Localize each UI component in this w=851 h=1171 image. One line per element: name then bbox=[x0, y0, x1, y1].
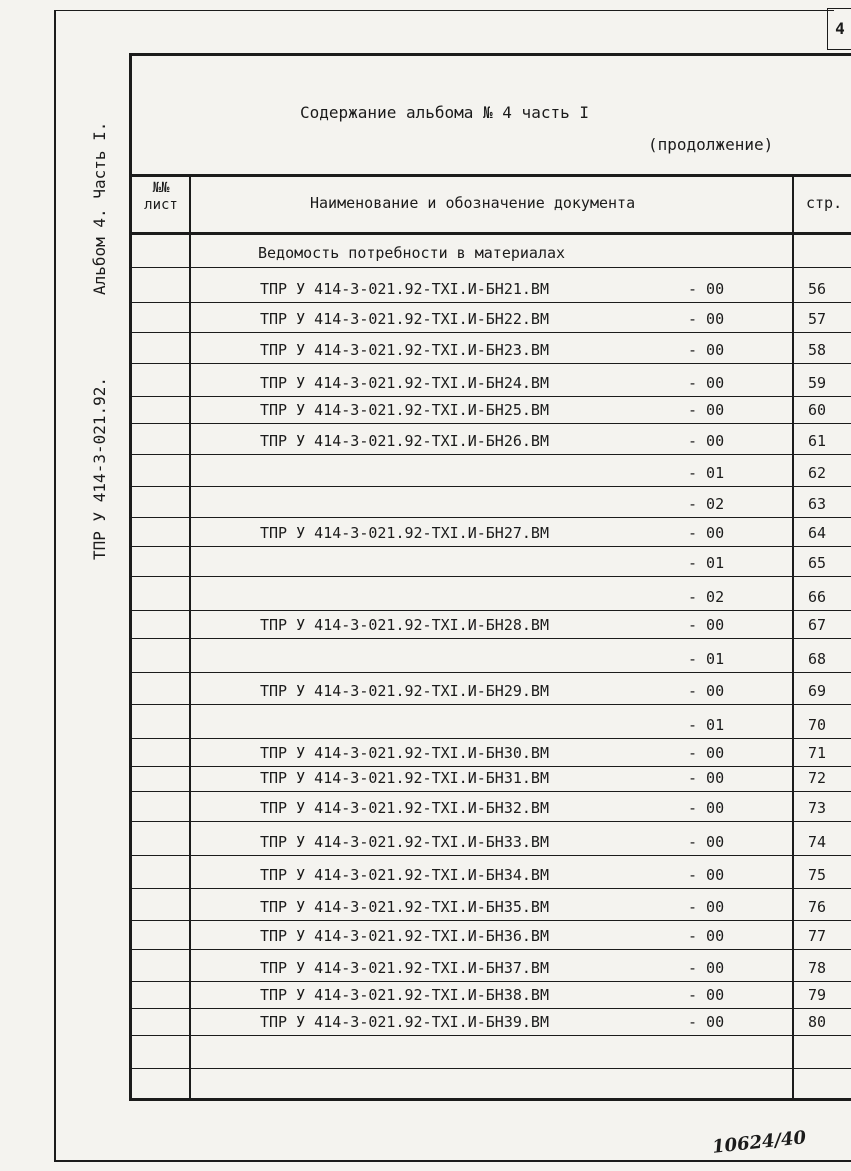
row-divider bbox=[129, 766, 851, 767]
document-designation: ТПР У 414-3-021.92-ТХI.И-БН27.ВМ bbox=[260, 524, 549, 542]
row-divider bbox=[129, 267, 851, 268]
row-divider bbox=[129, 610, 851, 611]
page-ref: 77 bbox=[808, 927, 827, 945]
row-divider bbox=[129, 1008, 851, 1009]
page-ref: 74 bbox=[808, 833, 827, 851]
row-divider bbox=[129, 363, 851, 364]
page-ref: 70 bbox=[808, 716, 827, 734]
document-designation: ТПР У 414-3-021.92-ТХI.И-БН24.ВМ bbox=[260, 374, 549, 392]
document-designation: ТПР У 414-3-021.92-ТХI.И-БН31.ВМ bbox=[260, 769, 549, 787]
page-ref: 64 bbox=[808, 524, 827, 542]
row-divider bbox=[129, 546, 851, 547]
document-revision: - 00 bbox=[688, 927, 725, 945]
document-revision: - 00 bbox=[688, 959, 725, 977]
page-ref: 62 bbox=[808, 464, 827, 482]
document-revision: - 01 bbox=[688, 464, 725, 482]
row-divider bbox=[129, 738, 851, 739]
page-ref: 56 bbox=[808, 280, 827, 298]
row-divider bbox=[129, 396, 851, 397]
row-divider bbox=[129, 454, 851, 455]
row-divider bbox=[129, 576, 851, 577]
top-border bbox=[54, 10, 834, 11]
document-revision: - 01 bbox=[688, 650, 725, 668]
row-divider bbox=[129, 1068, 851, 1069]
page-ref: 78 bbox=[808, 959, 827, 977]
page-ref: 72 bbox=[808, 769, 827, 787]
document-designation: ТПР У 414-3-021.92-ТХI.И-БН38.ВМ bbox=[260, 986, 549, 1004]
document-revision: - 00 bbox=[688, 769, 725, 787]
page-ref: 65 bbox=[808, 554, 827, 572]
page-ref: 68 bbox=[808, 650, 827, 668]
page-ref: 58 bbox=[808, 341, 827, 359]
row-divider bbox=[129, 920, 851, 921]
page-ref: 57 bbox=[808, 310, 827, 328]
document-revision: - 00 bbox=[688, 432, 725, 450]
page-ref: 67 bbox=[808, 616, 827, 634]
row-divider bbox=[129, 855, 851, 856]
page-ref: 63 bbox=[808, 495, 827, 513]
document-designation: ТПР У 414-3-021.92-ТХI.И-БН34.ВМ bbox=[260, 866, 549, 884]
row-divider bbox=[129, 888, 851, 889]
document-revision: - 00 bbox=[688, 616, 725, 634]
section-title: Ведомость потребности в материалах bbox=[258, 244, 566, 262]
document-revision: - 01 bbox=[688, 554, 725, 572]
row-divider bbox=[129, 332, 851, 333]
document-designation: ТПР У 414-3-021.92-ТХI.И-БН32.ВМ bbox=[260, 799, 549, 817]
row-divider bbox=[129, 302, 851, 303]
row-divider bbox=[129, 704, 851, 705]
row-divider bbox=[129, 791, 851, 792]
page-ref: 75 bbox=[808, 866, 827, 884]
document-revision: - 00 bbox=[688, 866, 725, 884]
page-ref: 69 bbox=[808, 682, 827, 700]
document-revision: - 00 bbox=[688, 280, 725, 298]
document-revision: - 00 bbox=[688, 744, 725, 762]
header-name: Наименование и обозначение документа bbox=[310, 194, 636, 212]
document-revision: - 00 bbox=[688, 986, 725, 1004]
document-revision: - 00 bbox=[688, 341, 725, 359]
document-designation: ТПР У 414-3-021.92-ТХI.И-БН21.ВМ bbox=[260, 280, 549, 298]
document-designation: ТПР У 414-3-021.92-ТХI.И-БН26.ВМ bbox=[260, 432, 549, 450]
document-revision: - 00 bbox=[688, 1013, 725, 1031]
page-ref: 59 bbox=[808, 374, 827, 392]
archive-stamp: 10624/40 bbox=[711, 1127, 808, 1158]
document-designation: ТПР У 414-3-021.92-ТХI.И-БН37.ВМ bbox=[260, 959, 549, 977]
side-caption-designation: ТПР У 414-3-021.92. bbox=[90, 376, 109, 560]
document-designation: ТПР У 414-3-021.92-ТХI.И-БН30.ВМ bbox=[260, 744, 549, 762]
document-revision: - 00 bbox=[688, 682, 725, 700]
document-designation: ТПР У 414-3-021.92-ТХI.И-БН28.ВМ bbox=[260, 616, 549, 634]
page-ref: 76 bbox=[808, 898, 827, 916]
page-ref: 60 bbox=[808, 401, 827, 419]
document-designation: ТПР У 414-3-021.92-ТХI.И-БН39.ВМ bbox=[260, 1013, 549, 1031]
row-divider bbox=[129, 981, 851, 982]
document-designation: ТПР У 414-3-021.92-ТХI.И-БН36.ВМ bbox=[260, 927, 549, 945]
document-revision: - 00 bbox=[688, 374, 725, 392]
document-designation: ТПР У 414-3-021.92-ТХI.И-БН35.ВМ bbox=[260, 898, 549, 916]
document-revision: - 00 bbox=[688, 799, 725, 817]
row-divider bbox=[129, 672, 851, 673]
row-divider bbox=[129, 486, 851, 487]
row-divider bbox=[129, 1035, 851, 1036]
page-ref: 80 bbox=[808, 1013, 827, 1031]
document-revision: - 02 bbox=[688, 495, 725, 513]
document-designation: ТПР У 414-3-021.92-ТХI.И-БН22.ВМ bbox=[260, 310, 549, 328]
page-subtitle: (продолжение) bbox=[648, 135, 774, 154]
header-page: стр. bbox=[806, 194, 843, 212]
page-ref: 61 bbox=[808, 432, 827, 450]
document-revision: - 00 bbox=[688, 310, 725, 328]
row-divider bbox=[129, 517, 851, 518]
page-ref: 73 bbox=[808, 799, 827, 817]
document-designation: ТПР У 414-3-021.92-ТХI.И-БН23.ВМ bbox=[260, 341, 549, 359]
page-ref: 71 bbox=[808, 744, 827, 762]
document-revision: - 00 bbox=[688, 833, 725, 851]
document-revision: - 01 bbox=[688, 716, 725, 734]
header-bottom-rule bbox=[129, 232, 851, 235]
header-sheet: №№ лист bbox=[144, 180, 178, 213]
page-ref: 66 bbox=[808, 588, 827, 606]
page-number: 4 bbox=[827, 8, 851, 50]
page-ref: 79 bbox=[808, 986, 827, 1004]
document-revision: - 00 bbox=[688, 401, 725, 419]
document-revision: - 00 bbox=[688, 524, 725, 542]
row-divider bbox=[129, 638, 851, 639]
page-title: Содержание альбома № 4 часть I bbox=[300, 103, 589, 122]
document-revision: - 02 bbox=[688, 588, 725, 606]
header-top-rule bbox=[129, 174, 851, 177]
row-divider bbox=[129, 423, 851, 424]
row-divider bbox=[129, 821, 851, 822]
side-caption-album: Альбом 4. Часть I. bbox=[90, 121, 109, 295]
document-designation: ТПР У 414-3-021.92-ТХI.И-БН29.ВМ bbox=[260, 682, 549, 700]
document-designation: ТПР У 414-3-021.92-ТХI.И-БН33.ВМ bbox=[260, 833, 549, 851]
document-revision: - 00 bbox=[688, 898, 725, 916]
document-designation: ТПР У 414-3-021.92-ТХI.И-БН25.ВМ bbox=[260, 401, 549, 419]
row-divider bbox=[129, 949, 851, 950]
